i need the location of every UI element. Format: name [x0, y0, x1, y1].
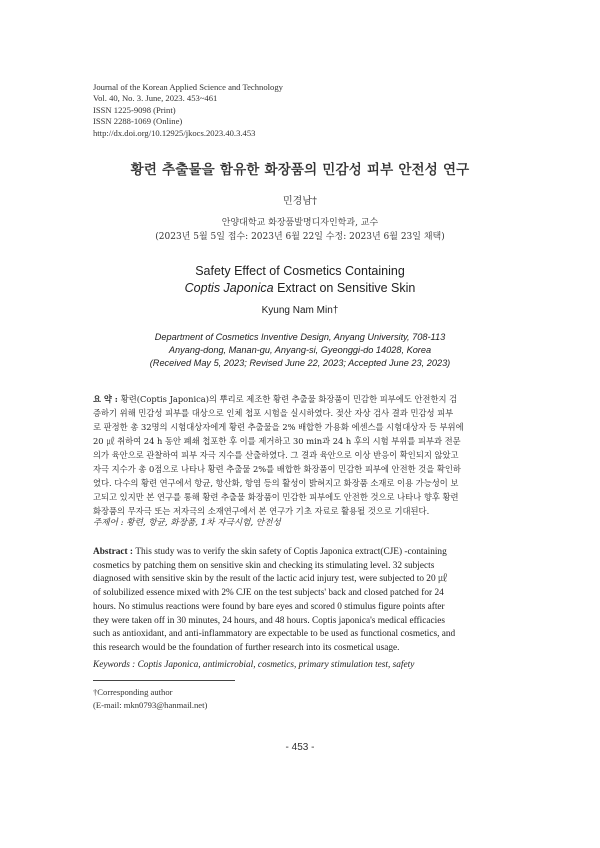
- korean-keywords: 주제어 : 황련, 항균, 화장품, 1차 자극시험, 안전성: [93, 518, 281, 528]
- korean-abstract-line: 고되고 있지만 본 연구를 통해 황련 추출물 화장품이 민감한 피부에도 안전한 것으로 나타나 향후 황련: [93, 492, 459, 502]
- english-affiliation-line3: (Received May 5, 2023; Revised June 22, 2023; Accepted June 23, 2023): [149, 358, 451, 368]
- english-keywords-label: Keywords :: [93, 660, 138, 670]
- english-abstract-label: Abstract :: [93, 547, 136, 557]
- korean-abstract-line: 였다. 다수의 황련 연구에서 항균, 항산화, 항염 등의 활성이 밝혀지고 화장품 소재로 이용 가능성이 보: [93, 478, 459, 488]
- english-abstract: [93, 546, 513, 656]
- english-affiliation-line1: Department of Cosmetics Inventive Design, Anyang University, 708-113: [154, 332, 446, 342]
- english-abstract-line: of solubilized essence mixed with 2% CJE on the test subjects' back and closed patched for 24: [93, 588, 444, 599]
- korean-abstract-line: 자극 지수가 총 0점으로 나타나 황련 추출물 2%를 배합한 화장품이 민감한 피부에 안전한 것을 확인하: [93, 464, 461, 474]
- korean-abstract-line: 로 판정한 총 32명의 시험대상자에게 황련 추출물을 2% 배합한 가용화 에센스를 시험대상자 등 부위에: [93, 422, 464, 432]
- english-keywords-text: Coptis Japonica, antimicrobial, cosmetics, primary stimulation test, safety: [137, 660, 415, 670]
- english-title-line2: [0, 280, 600, 297]
- footnote-divider: [93, 680, 235, 681]
- korean-abstract-line: 요 약 : 황련(Coptis Japonica)의 뿌리로 제조한 황련 추출물 화장품이 민감한 피부에도 안전한지 검: [93, 394, 458, 404]
- english-abstract-line: hours. No stimulus reactions were found by bare eyes and scored 0 stimulus figure points after: [93, 601, 445, 612]
- korean-author: 민경남†: [283, 196, 317, 207]
- journal-issn-online: ISSN 2288-1069 (Online): [93, 116, 183, 127]
- korean-abstract: [93, 392, 513, 518]
- korean-abstract-line: 증하기 위해 민감성 피부를 대상으로 인체 첩포 시험을 실시하였다. 젖산 자상 검사 결과 민감성 피부: [93, 408, 454, 418]
- korean-abstract-line: 의가 육안으로 관찰하여 피부 자극 지수를 산출하였다. 그 결과 육안으로 이상 반응이 확인되지 않았고: [93, 450, 459, 460]
- page-number: - 453 -: [285, 742, 315, 753]
- corresponding-author-email[interactable]: (E-mail: mkn0793@hanmail.net): [93, 699, 208, 710]
- english-abstract-line: diagnosed with sensitive skin by the result of the lactic acid injury test, were subjected to 20 ㎕: [93, 574, 448, 585]
- english-abstract-line: they were taken off in 30 minutes, 24 hours, and 48 hours. Coptis japonica's medical efficacies: [93, 615, 445, 626]
- english-title-species: Coptis Japonica: [184, 281, 274, 295]
- korean-affiliation-dept: 안양대학교 화장품발명디자인학과, 교수: [221, 218, 379, 228]
- english-author: Kyung Nam Min†: [261, 305, 339, 316]
- corresponding-author-note: [93, 686, 207, 711]
- english-abstract-line: such as antioxidant, and anti-inflammatory are expectable to be used as functional cosmetics, and: [93, 629, 456, 640]
- journal-volume: Vol. 40, No. 3. June, 2023. 453~461: [93, 93, 218, 104]
- english-abstract-line: Abstract : This study was to verify the skin safety of Coptis Japonica extract(CJE) -containing: [93, 547, 447, 557]
- journal-issn-print: ISSN 1225-9098 (Print): [93, 104, 176, 115]
- journal-doi-link[interactable]: http://dx.doi.org/10.12925/jkocs.2023.40.3.453: [93, 127, 256, 138]
- english-abstract-line: cosmetics by patching them on sensitive skin and checking its stimulating level. 32 subjects: [93, 560, 435, 571]
- korean-title: 황련 추출물을 함유한 화장품의 민감성 피부 안전성 연구: [130, 162, 470, 178]
- english-title-line1: Safety Effect of Cosmetics Containing: [195, 264, 405, 278]
- english-affiliation: [0, 331, 600, 370]
- corresponding-author-label: †Corresponding author: [93, 687, 173, 697]
- english-keywords: [93, 660, 414, 670]
- english-abstract-line: this research would be the foundation of further research into its cosmetical usage.: [93, 642, 400, 653]
- korean-affiliation: [0, 216, 600, 244]
- journal-name: Journal of the Korean Applied Science and Technology: [93, 82, 283, 92]
- english-title-line2-rest: Extract on Sensitive Skin: [273, 281, 416, 295]
- english-affiliation-line2: Anyang-dong, Manan-gu, Anyang-si, Gyeonggi-do 14028, Korea: [168, 345, 432, 355]
- journal-header: [93, 82, 283, 139]
- korean-abstract-label: 요 약 :: [93, 394, 121, 404]
- korean-abstract-line: 20 ㎕ 취하여 24 h 동안 폐쇄 첩포한 후 이를 제거하고 30 min과 24 h 후의 시험 부위를 피부과 전문: [93, 436, 461, 446]
- korean-affiliation-dates: (2023년 5월 5일 접수: 2023년 6월 22일 수정: 2023년 6월 23일 채택): [155, 232, 445, 242]
- english-title: [0, 263, 600, 297]
- korean-abstract-line: 화장품의 무자극 또는 저자극의 소재연구에서 본 연구가 기초 자료로 활용될 것으로 기대된다.: [93, 506, 430, 516]
